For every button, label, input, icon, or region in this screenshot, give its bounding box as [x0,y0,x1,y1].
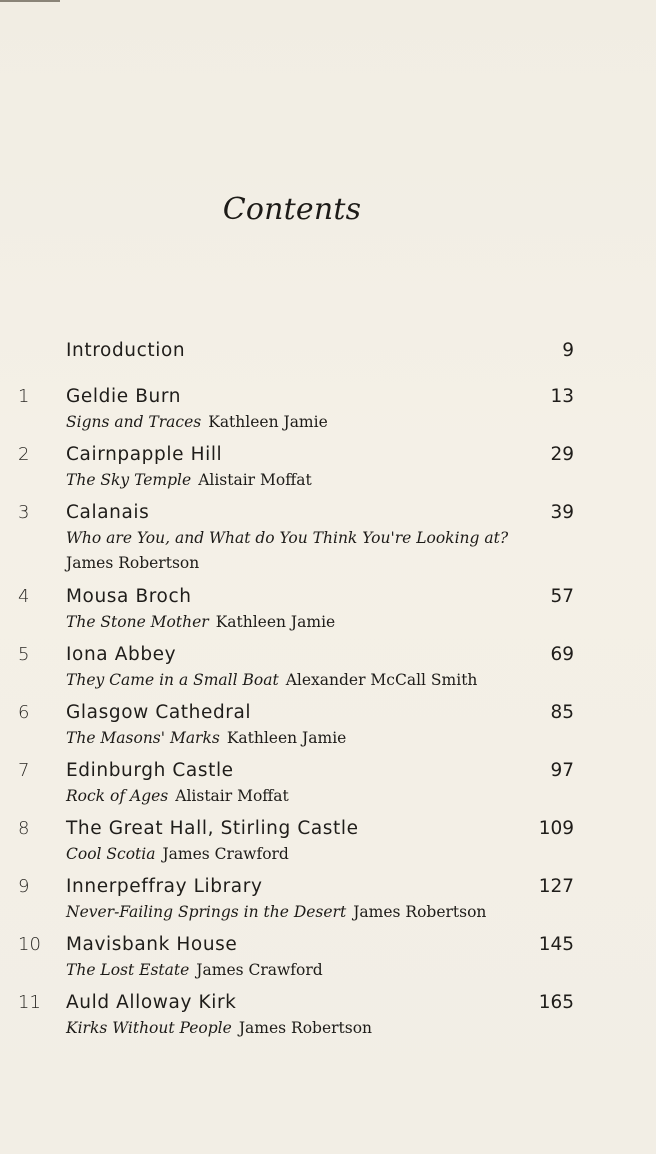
chapter-page-number: 85 [550,702,574,723]
chapter-place: Calanais [66,502,150,523]
essay-author: James Robertson [66,554,200,572]
chapter-byline [66,413,328,431]
chapter-place: The Great Hall, Stirling Castle [66,818,359,839]
intro-label: Introduction [66,340,186,361]
chapter-number: 9 [18,876,30,897]
chapter-page-number: 13 [550,386,574,407]
essay-author: Alistair Moffat [175,787,289,805]
chapter-place: Edinburgh Castle [66,760,234,781]
chapter-number: 5 [18,644,30,665]
chapter-page-number: 127 [538,876,574,897]
chapter-byline [66,671,477,689]
chapter-number: 1 [18,386,30,407]
essay-author: James Crawford [196,961,323,979]
essay-title: The Masons' Marks [66,729,220,747]
essay-title: The Stone Mother [66,613,209,631]
chapter-byline [66,845,289,863]
chapter-byline [66,961,323,979]
page-edge-mark [0,0,60,2]
essay-title: Rock of Ages [66,787,169,805]
essay-title: Cool Scotia [66,845,156,863]
chapter-page-number: 69 [550,644,574,665]
chapter-number: 6 [18,702,30,723]
chapter-byline-continued [66,554,199,572]
chapter-page-number: 39 [550,502,574,523]
chapter-number: 10 [18,934,41,955]
essay-title: The Lost Estate [66,961,190,979]
chapter-byline [66,1019,372,1037]
chapter-byline [66,471,312,489]
chapter-place: Cairnpapple Hill [66,444,223,465]
chapter-place: Geldie Burn [66,386,182,407]
essay-title: Who are You, and What do You Think You're Looking at? [66,529,509,547]
chapter-place: Mavisbank House [66,934,238,955]
essay-author: Kathleen Jamie [226,729,347,747]
chapter-byline [66,903,486,921]
chapter-page-number: 165 [538,992,574,1013]
essay-title: Never-Failing Springs in the Desert [66,903,347,921]
essay-title: They Came in a Small Boat [66,671,279,689]
essay-author: Alistair Moffat [198,471,312,489]
essay-title: Kirks Without People [66,1019,232,1037]
chapter-place: Innerpeffray Library [66,876,263,897]
essay-author: James Robertson [238,1019,373,1037]
chapter-page-number: 145 [538,934,574,955]
chapter-byline [66,729,346,747]
chapter-page-number: 97 [550,760,574,781]
essay-author: Kathleen Jamie [215,613,336,631]
chapter-place: Glasgow Cathedral [66,702,252,723]
essay-author: Alexander McCall Smith [285,671,478,689]
chapter-page-number: 57 [550,586,574,607]
page-title: Contents [222,192,362,227]
chapter-place: Auld Alloway Kirk [66,992,237,1013]
chapter-number: 7 [18,760,30,781]
essay-title: Signs and Traces [66,413,202,431]
chapter-place: Iona Abbey [66,644,177,665]
chapter-place: Mousa Broch [66,586,192,607]
chapter-page-number: 29 [550,444,574,465]
intro-page-number: 9 [562,340,574,361]
chapter-number: 2 [18,444,30,465]
chapter-number: 4 [18,586,30,607]
essay-author: James Crawford [162,845,289,863]
essay-author: James Robertson [353,903,487,921]
chapter-number: 8 [18,818,30,839]
chapter-byline [66,529,508,547]
chapter-byline [66,613,335,631]
essay-title: The Sky Temple [66,471,192,489]
toc-introduction [0,340,656,370]
essay-author: Kathleen Jamie [208,413,328,431]
chapter-page-number: 109 [538,818,574,839]
chapter-number: 11 [18,992,41,1013]
chapter-number: 3 [18,502,30,523]
chapter-byline [66,787,289,805]
